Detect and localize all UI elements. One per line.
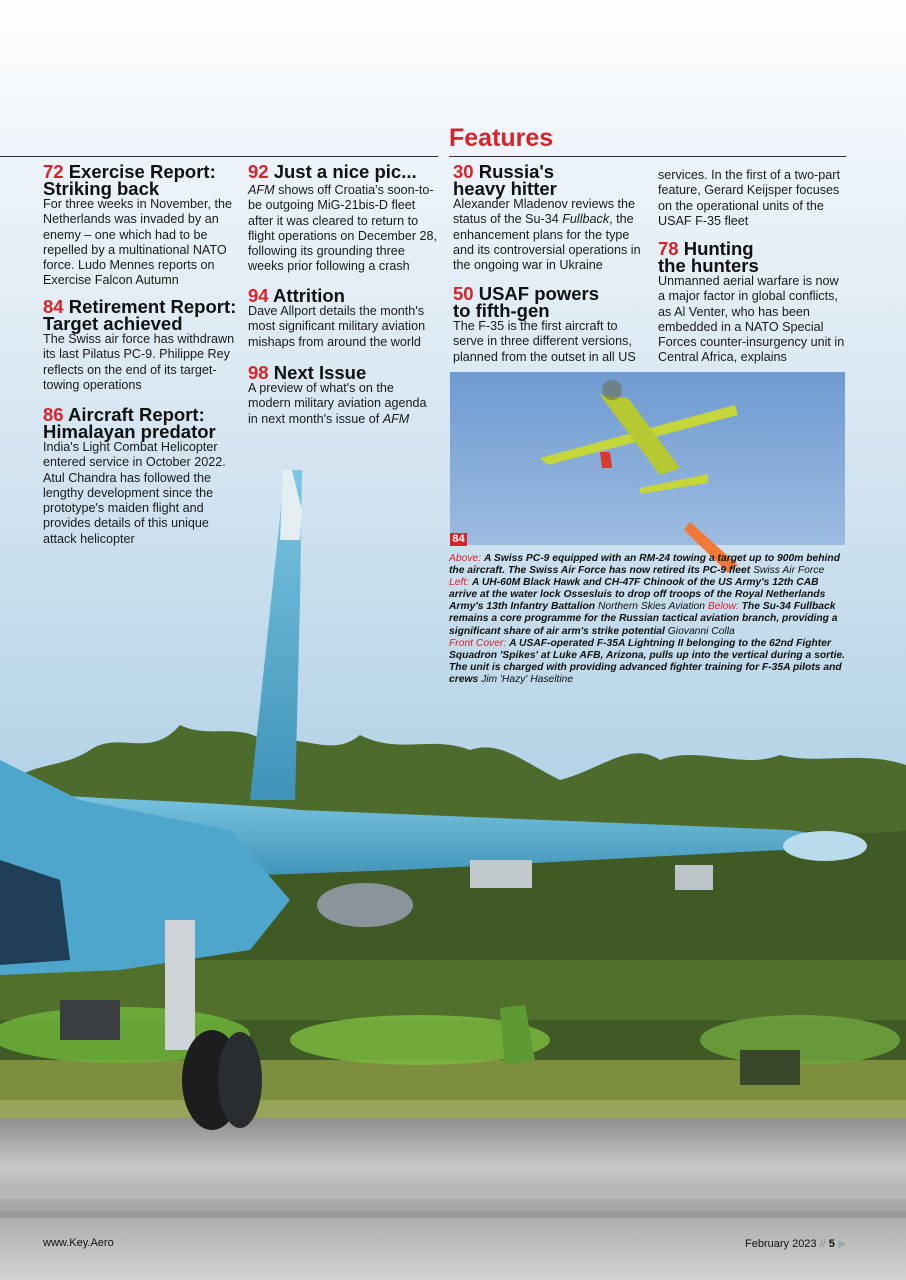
feature-page-number: 72	[43, 161, 64, 182]
feature-item-72[interactable]	[43, 163, 238, 289]
feature-heading: 98 Next Issue	[248, 362, 367, 383]
footer-site-link[interactable]: www.Key.Aero	[43, 1237, 114, 1249]
feature-item-92[interactable]	[248, 163, 438, 275]
feature-page-number: 98	[248, 362, 269, 383]
caption-text: A UH-60M Black Hawk and CH-47F Chinook of the US Army's 12th CAB arrive at the water lock Ossesluis to drop off troops of the Royal Netherlands Army's 13th Infantry Battalion	[449, 577, 826, 613]
feature-item-86[interactable]	[43, 406, 233, 547]
footer-issue-info	[745, 1237, 846, 1250]
feature-heading: 92 Just a nice pic...	[248, 161, 417, 182]
caption-label: Above:	[449, 553, 482, 564]
feature-heading: 84 Retirement Report: Target achieved	[43, 296, 237, 334]
feature-heading: 50 USAF powers to fifth-gen	[453, 283, 599, 321]
photo-captions	[449, 553, 847, 686]
feature-item-98[interactable]	[248, 364, 438, 427]
feature-summary-continued: services. In the first of a two-part feature, Gerard Keijsper focuses on the operational units of the USAF F-35 fleet	[658, 168, 840, 228]
footer-page-number: 5	[828, 1238, 835, 1250]
feature-page-number: 50	[453, 283, 474, 304]
feature-heading: 94 Attrition	[248, 285, 345, 306]
footer-date: February 2023	[745, 1238, 817, 1250]
feature-summary: Alexander Mladenov reviews the status of the Su-34 Fullback, the enhancement plans for the type and its controversial operations in the ongoing war in Ukraine	[453, 197, 641, 273]
feature-item-84[interactable]	[43, 298, 238, 393]
feature-summary: India's Light Combat Helicopter entered service in October 2022. Atul Chandra has followed the lengthy development since the prototype's maiden flight and provides details of this unique attack helicopter	[43, 440, 226, 546]
feature-item-94[interactable]	[248, 287, 438, 350]
feature-item-50[interactable]	[453, 285, 645, 365]
feature-page-number: 94	[248, 285, 269, 306]
feature-summary: For three weeks in November, the Netherlands was invaded by an enemy – one which had to be repelled by a multinational NATO force. Ludo Mennes reports on Exercise Falcon Autumn	[43, 197, 232, 288]
caption-credit: Northern Skies Aviation	[597, 601, 705, 613]
feature-summary: A preview of what's on the modern military aviation agenda in next month's issue of AFM	[248, 381, 427, 426]
feature-item-30[interactable]	[453, 163, 645, 273]
caption-credit: Giovanni Colla	[667, 625, 735, 637]
header-rule-right	[449, 156, 846, 157]
feature-summary: Dave Allport details the month's most significant military aviation mishaps from around the world	[248, 304, 426, 349]
feature-item-78[interactable]	[658, 240, 848, 366]
feature-page-number: 92	[248, 161, 269, 182]
caption-text: A USAF-operated F-35A Lightning II belonging to the 62nd Fighter Squadron 'Spikes' at Luke AFB, Arizona, pulls up into the vertical during a sortie. The unit is charged with providing advanced fighter training for F-35A pilots and crews	[449, 637, 846, 685]
photo-page-badge: 84	[450, 533, 467, 546]
feature-heading: 30 Russia's heavy hitter	[453, 161, 557, 199]
caption-label: Left:	[449, 577, 470, 589]
feature-summary: Unmanned aerial warfare is now a major factor in global conflicts, as Al Venter, who has been embedded in a NATO Special Forces counter-insurgency unit in Central Africa, explains	[658, 274, 845, 365]
feature-summary: The Swiss air force has withdrawn its last Pilatus PC-9. Philippe Rey reflects on the end of its target-towing operations	[43, 332, 235, 392]
section-title: Features	[449, 124, 554, 152]
caption-text: A Swiss PC-9 equipped with an RM-24 towing a target up to 900m behind the aircraft. The Swiss Air Force has now retired its PC-9 fleet	[449, 553, 840, 577]
feature-page-number: 84	[43, 296, 64, 317]
feature-heading: 72 Exercise Report: Striking back	[43, 161, 216, 199]
caption-label: Front Cover:	[449, 637, 507, 649]
feature-page-number: 86	[43, 404, 64, 425]
caption-credit: Swiss Air Force	[753, 565, 825, 577]
page-arrow-icon: ▶	[837, 1238, 847, 1250]
feature-heading: 78 Hunting the hunters	[658, 238, 759, 276]
caption-label: Below:	[707, 601, 739, 613]
caption-text: The Su-34 Fullback remains a core programme for the Russian tactical aviation branch, providing a significant share of air arm's strike potential	[449, 601, 838, 637]
feature-summary: The F-35 is the first aircraft to serve in three different versions, planned from the outset in all US	[453, 319, 636, 364]
caption-credit: Jim 'Hazy' Haseltine	[481, 673, 574, 685]
feature-continuation	[658, 168, 848, 229]
feature-summary: AFM shows off Croatia's soon-to-be outgoing MiG-21bis-D fleet after it was cleared to return to flight operations on December 28, following its grounding three weeks prior following a crash	[248, 183, 438, 274]
footer-separator: //	[819, 1238, 826, 1250]
feature-page-number: 30	[453, 161, 474, 182]
header-rule-left	[0, 156, 438, 157]
feature-heading: 86 Aircraft Report: Himalayan predator	[43, 404, 216, 442]
feature-page-number: 78	[658, 238, 679, 259]
